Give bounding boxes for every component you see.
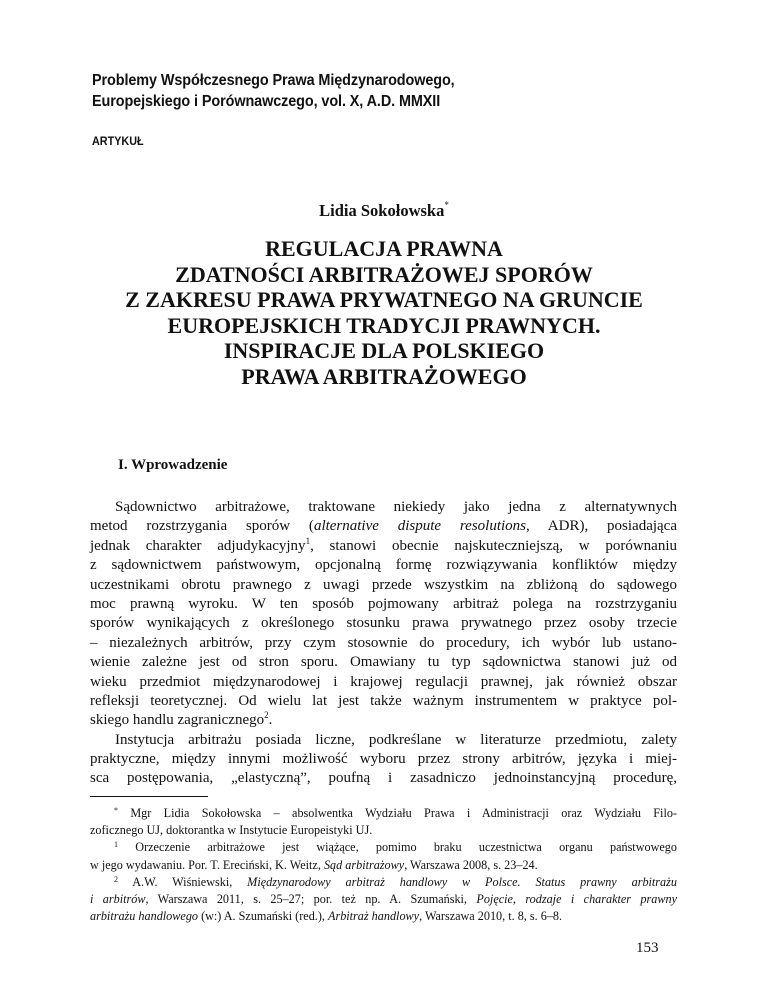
body-line: refleksji teoretycznej. Od wielu lat jest także ważnym instrumentem w praktyce pol- bbox=[90, 692, 677, 709]
body-line: skiego handlu zagranicznego$^2$. bbox=[90, 710, 273, 729]
body-line: wienie zależne jest od stron sporu. Omawiany tu typ sądownictwa stanowi już od bbox=[90, 654, 677, 671]
journal-title-line-1: Problemy Współczesnego Prawa Międzynarodowego, bbox=[92, 72, 455, 89]
footnote-ref: 1 bbox=[305, 535, 311, 546]
body-line: wieku przedmiot międzynarodowej i krajowej regulacji prawnej, jak również obszar bbox=[90, 673, 677, 690]
title-line: ZDATNOŚCI ARBITRAŻOWEJ SPORÓW bbox=[175, 261, 593, 287]
body-line: sporów wynikających z określonego stosunku prawa prywatnego przez osoby trzecie bbox=[90, 615, 677, 632]
footnote-divider bbox=[90, 796, 208, 797]
footnote-line: $^1$ Orzeczenie arbitrażowe jest wiążące, pomimo braku uczestnictwa organu państwowego bbox=[114, 840, 677, 855]
journal-header bbox=[92, 70, 650, 112]
author-line bbox=[0, 200, 768, 221]
body-line: sca postępowania, „elastyczną”, poufną i zasadniczo jednoinstancyjną procedurę, bbox=[90, 770, 677, 787]
section-label: ARTYKUŁ bbox=[92, 134, 144, 148]
footnote-line: i arbitrów, Warszawa 2011, s. 25–27; por. też np. A. Szumański, Pojęcie, rodzaje i charakter prawny bbox=[90, 891, 677, 906]
body-line: praktyczne, między innymi możliwość wyboru przez strony arbitrów, języka i miej- bbox=[90, 751, 677, 768]
body-line: moc prawną wyroku. W ten sposób pojmowany arbitraż polega na rozstrzyganiu bbox=[90, 595, 677, 612]
body-line: – niezależnych arbitrów, przy czym stosownie do procedury, ich wybór lub ustano- bbox=[90, 634, 677, 651]
footnote-line: * Mgr Lidia Sokołowska – absolwentka Wydziału Prawa i Administracji oraz Wydziału Filo- bbox=[114, 806, 677, 820]
title-line: Z ZAKRESU PRAWA PRYWATNEGO NA GRUNCIE bbox=[125, 287, 643, 312]
author-name: Lidia Sokołowska bbox=[319, 201, 445, 220]
footnote-line: $^2$ A.W. Wiśniewski, Międzynarodowy arbitraż handlowy w Polsce. Status prawny arbitrażu bbox=[114, 874, 677, 889]
body-line: z sądownictwem państwowym, opcjonalną formę rozwiązywania konfliktów między bbox=[90, 557, 677, 574]
body-line: metod rozstrzygania sporów (alternative dispute resolutions, ADR), posiadająca bbox=[90, 518, 677, 535]
section-heading: I. Wprowadzenie bbox=[118, 457, 228, 473]
journal-title-line-2: Europejskiego i Porównawczego, vol. X, A.D. MMXII bbox=[92, 93, 441, 110]
page-number: 153 bbox=[636, 940, 659, 956]
body-line: uczestnikami obrotu prawnego z uwagi przede wszystkim na zbliżoną do sądowego bbox=[90, 576, 677, 593]
title-line: EUROPEJSKICH TRADYCJI PRAWNYCH. bbox=[167, 312, 601, 338]
footnote-line: zoficznego UJ, doktorantka w Instytucie Europeistyki UJ. bbox=[90, 823, 373, 838]
body-line: Instytucja arbitrażu posiada liczne, podkreślane w literaturze przedmiotu, zalety bbox=[115, 731, 677, 748]
title-line: PRAWA ARBITRAŻOWEGO bbox=[241, 363, 527, 389]
footnotes bbox=[90, 805, 677, 925]
footnote-line: arbitrażu handlowego (w:) A. Szumański (red.), Arbitraż handlowy, Warszawa 2010, t. 8, s. 6–8. bbox=[90, 909, 563, 924]
body-line: jednak charakter adjudykacyjny$^1$, stanowi obecnie najskuteczniejszą, w porównaniu bbox=[90, 535, 677, 554]
author-footnote-mark: * bbox=[444, 200, 449, 210]
footnote-ref: 2 bbox=[264, 710, 269, 721]
body-text bbox=[90, 498, 677, 789]
body-line: Sądownictwo arbitrażowe, traktowane niekiedy jako jedna z alternatywnych bbox=[115, 499, 677, 515]
footnote-line: w jego wydawaniu. Por. T. Ereciński, K. Weitz, Sąd arbitrażowy, Warszawa 2008, s. 23–24. bbox=[90, 857, 538, 872]
article-title bbox=[0, 236, 768, 389]
title-line: INSPIRACJE DLA POLSKIEGO bbox=[223, 338, 545, 363]
title-line: REGULACJA PRAWNA bbox=[265, 236, 503, 261]
